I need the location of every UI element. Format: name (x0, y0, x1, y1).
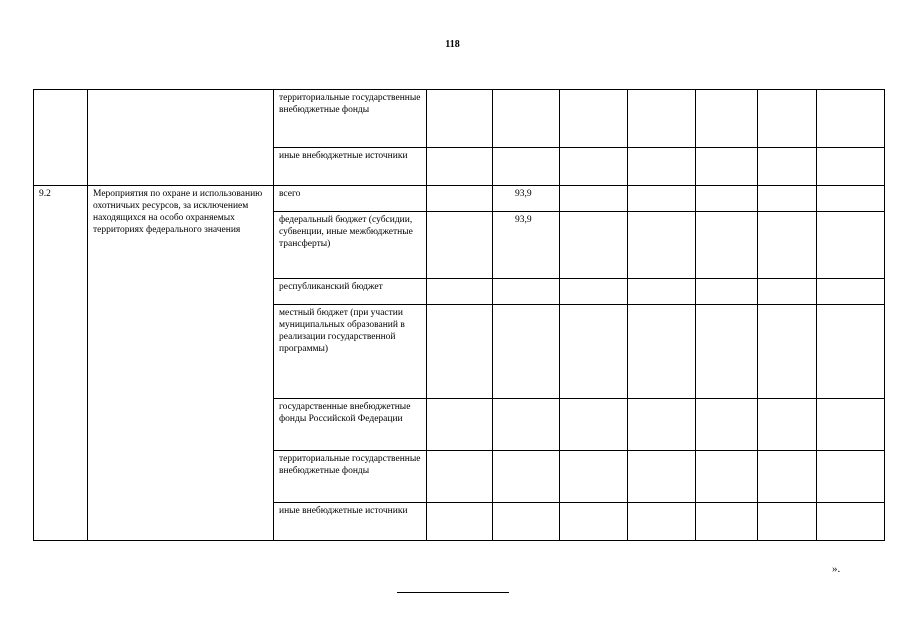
value-cell (628, 212, 696, 279)
value-cell (758, 305, 817, 399)
value-cell: 93,9 (493, 212, 560, 279)
value-cell (696, 186, 758, 212)
closing-quote-mark: ». (832, 563, 841, 575)
item-number-cell (34, 90, 88, 186)
value-cell (758, 399, 817, 451)
value-cell (758, 186, 817, 212)
value-cell (696, 451, 758, 503)
value-cell (817, 399, 885, 451)
value-cell (696, 90, 758, 148)
footnote-separator-line (397, 592, 509, 593)
funding-source-cell: территориальные государственные внебюджетные фонды (274, 90, 427, 148)
page-number: 118 (445, 39, 460, 50)
funding-source-cell: местный бюджет (при участии муниципальных образований в реализации государственной программы) (274, 305, 427, 399)
value-cell (493, 451, 560, 503)
value-cell (427, 279, 493, 305)
value-cell (427, 451, 493, 503)
funding-source-cell: иные внебюджетные источники (274, 503, 427, 541)
value-cell (817, 148, 885, 186)
value-cell (758, 212, 817, 279)
value-cell (758, 90, 817, 148)
value-cell (560, 279, 628, 305)
value-cell (427, 212, 493, 279)
value-cell (696, 148, 758, 186)
value-cell (560, 305, 628, 399)
value-cell (817, 503, 885, 541)
value-cell (493, 305, 560, 399)
value-cell (628, 90, 696, 148)
value-cell (560, 212, 628, 279)
value-cell (427, 186, 493, 212)
value-cell (560, 148, 628, 186)
value-cell (628, 399, 696, 451)
budget-table (33, 89, 885, 541)
value-cell (628, 148, 696, 186)
value-cell (427, 148, 493, 186)
value-cell (493, 279, 560, 305)
value-cell (560, 90, 628, 148)
value-cell (493, 148, 560, 186)
value-cell (696, 279, 758, 305)
value-cell (628, 305, 696, 399)
value-cell (493, 503, 560, 541)
table-row (34, 186, 885, 212)
funding-source-cell: всего (274, 186, 427, 212)
value-cell (628, 451, 696, 503)
value-cell (696, 399, 758, 451)
value-cell (560, 503, 628, 541)
funding-source-cell: государственные внебюджетные фонды Российской Федерации (274, 399, 427, 451)
value-cell (758, 451, 817, 503)
value-cell (493, 90, 560, 148)
value-cell (817, 451, 885, 503)
item-name-cell: Мероприятия по охране и использованию охотничьих ресурсов, за исключением находящихся на особо охраняемых территориях федерального значения (88, 186, 274, 541)
value-cell (758, 148, 817, 186)
value-cell: 93,9 (493, 186, 560, 212)
value-cell (817, 212, 885, 279)
funding-source-cell: республиканский бюджет (274, 279, 427, 305)
value-cell (560, 451, 628, 503)
value-cell (817, 186, 885, 212)
value-cell (696, 212, 758, 279)
value-cell (817, 90, 885, 148)
funding-source-cell: федеральный бюджет (субсидии, субвенции, иные межбюджетные трансферты) (274, 212, 427, 279)
item-number-cell: 9.2 (34, 186, 88, 541)
table-row (34, 90, 885, 148)
value-cell (628, 279, 696, 305)
value-cell (493, 399, 560, 451)
value-cell (628, 186, 696, 212)
value-cell (427, 305, 493, 399)
value-cell (427, 399, 493, 451)
value-cell (758, 279, 817, 305)
value-cell (628, 503, 696, 541)
value-cell (696, 305, 758, 399)
value-cell (696, 503, 758, 541)
value-cell (427, 90, 493, 148)
value-cell (427, 503, 493, 541)
funding-source-cell: территориальные государственные внебюджетные фонды (274, 451, 427, 503)
value-cell (817, 305, 885, 399)
funding-source-cell: иные внебюджетные источники (274, 148, 427, 186)
value-cell (560, 186, 628, 212)
value-cell (817, 279, 885, 305)
item-name-cell (88, 90, 274, 186)
value-cell (560, 399, 628, 451)
value-cell (758, 503, 817, 541)
